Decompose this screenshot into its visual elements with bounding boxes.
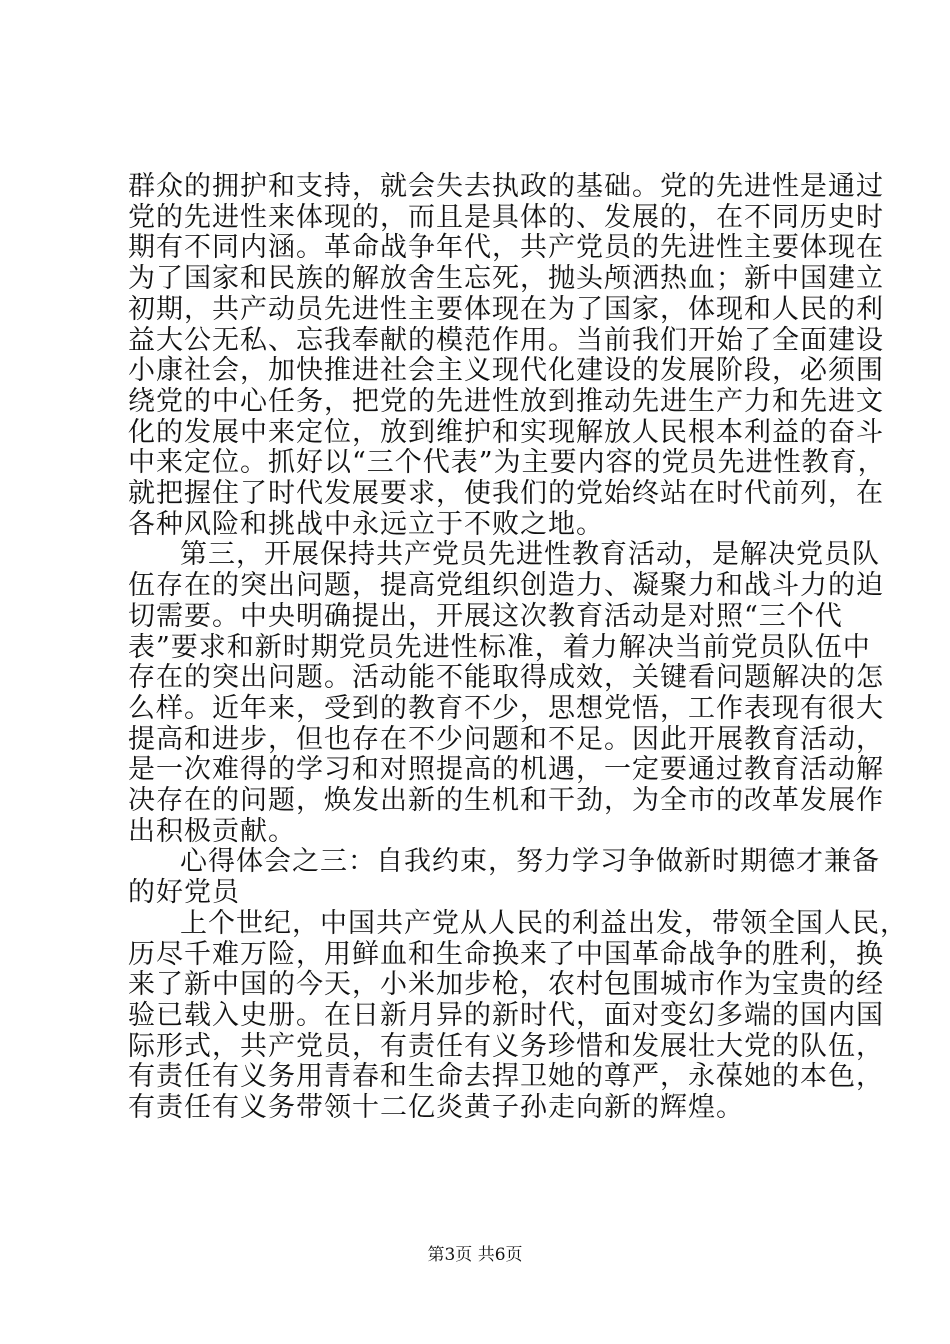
text-line: 是一次难得的学习和对照提高的机遇，一定要通过教育活动解 bbox=[128, 754, 884, 786]
paragraph-first-line: 第三，开展保持共产党员先进性教育活动，是解决党员队 bbox=[180, 539, 880, 571]
text-line: 为了国家和民族的解放舍生忘死，抛头颅洒热血；新中国建立 bbox=[128, 263, 884, 295]
text-line: 中来定位。抓好以“三个代表”为主要内容的党员先进性教育， bbox=[128, 447, 886, 479]
text-line: 绕党的中心任务，把党的先进性放到推动先进生产力和先进文 bbox=[128, 385, 884, 417]
text-line: 决存在的问题，焕发出新的生机和干劲，为全市的改革发展作 bbox=[128, 785, 884, 816]
section-heading: 心得体会之三：自我约束，努力学习争做新时期德才兼备 bbox=[180, 846, 880, 878]
text-line: 提高和进步，但也存在不少问题和不足。因此开展教育活动， bbox=[128, 723, 884, 755]
text-line: 验已载入史册。在日新月异的新时代，面对变幻多端的国内国 bbox=[128, 999, 884, 1031]
text-line: 历尽千难万险，用鲜血和生命换来了中国革命战争的胜利，换 bbox=[128, 938, 884, 970]
text-line: 小康社会，加快推进社会主义现代化建设的发展阶段，必须围 bbox=[128, 355, 884, 387]
text-line: 切需要。中央明确提出，开展这次教育活动是对照“三个代 bbox=[128, 600, 843, 632]
text-line: 际形式，共产党员，有责任有义务珍惜和发展壮大党的队伍， bbox=[128, 1030, 884, 1062]
text-line: 就把握住了时代发展要求，使我们的党始终站在时代前列，在 bbox=[128, 478, 884, 509]
text-line: 益大公无私、忘我奉献的模范作用。当前我们开始了全面建设 bbox=[128, 324, 884, 356]
text-line: 表”要求和新时期党员先进性标准，着力解决当前党员队伍中 bbox=[128, 631, 871, 663]
section-heading-cont: 的好党员 bbox=[128, 877, 240, 909]
text-line: 群众的拥护和支持，就会失去执政的基础。党的先进性是通过 bbox=[128, 171, 884, 202]
page-number: 第3页 共6页 bbox=[427, 1245, 523, 1265]
text-line: 党的先进性来体现的，而且是具体的、发展的，在不同历史时 bbox=[128, 201, 884, 233]
text-line: 期有不同内涵。革命战争年代，共产党员的先进性主要体现在 bbox=[128, 232, 884, 264]
text-line: 有责任有义务带领十二亿炎黄子孙走向新的辉煌。 bbox=[128, 1092, 744, 1123]
text-line: 来了新中国的今天，小米加步枪，农村包围城市作为宝贵的经 bbox=[128, 969, 884, 1001]
paragraph-first-line: 上个世纪，中国共产党从人民的利益出发，带领全国人民， bbox=[180, 907, 908, 939]
text-line: 存在的突出问题。活动能不能取得成效，关键看问题解决的怎 bbox=[128, 662, 884, 694]
text-line: 初期，共产动员先进性主要体现在为了国家，体现和人民的利 bbox=[128, 293, 884, 325]
text-line: 么样。近年来，受到的教育不少，思想党悟，工作表现有很大 bbox=[128, 692, 884, 724]
text-line: 出积极贡献。 bbox=[128, 815, 296, 847]
text-line: 伍存在的突出问题，提高党组织创造力、凝聚力和战斗力的迫 bbox=[128, 570, 884, 602]
text-line: 有责任有义务用青春和生命去捍卫她的尊严，永葆她的本色， bbox=[128, 1061, 884, 1093]
text-line: 化的发展中来定位，放到维护和实现解放人民根本利益的奋斗 bbox=[128, 416, 884, 448]
text-line: 各种风险和挑战中永远立于不败之地。 bbox=[128, 508, 604, 540]
